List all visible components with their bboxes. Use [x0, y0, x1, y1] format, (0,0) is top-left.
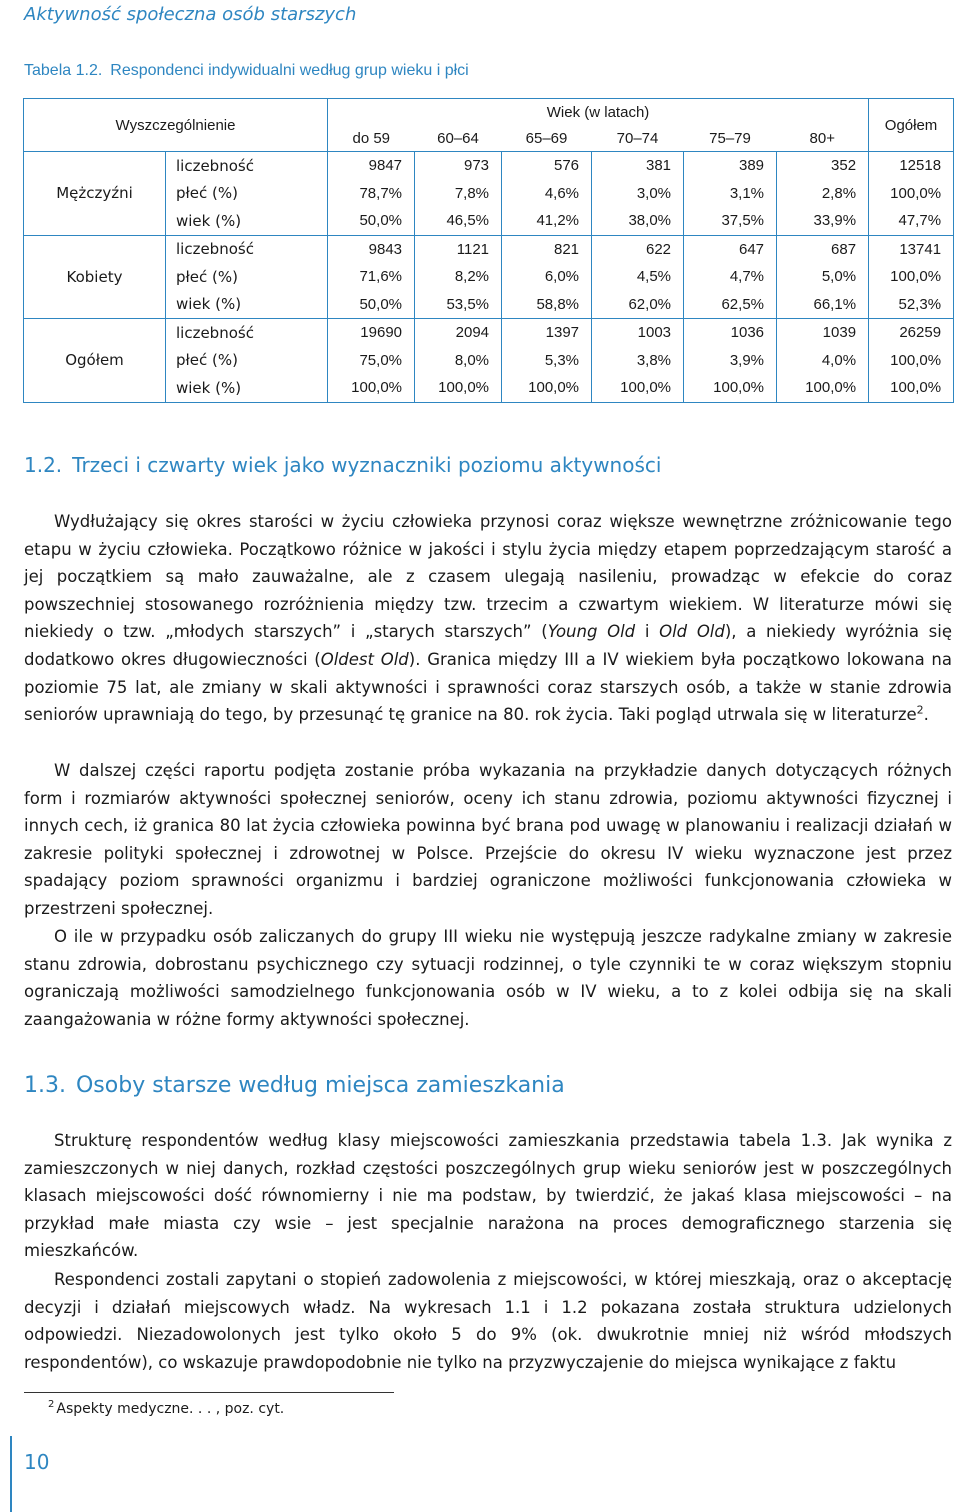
- cell: 100,0%: [415, 374, 502, 402]
- cell: 53,5%: [415, 291, 502, 319]
- cell: 100,0%: [869, 180, 954, 208]
- cell: 13741: [869, 235, 954, 263]
- cell: 66,1%: [777, 291, 869, 319]
- group-label-men: Mężczyźni: [24, 152, 166, 236]
- table-row: [24, 152, 954, 180]
- term-old-old: Old Old: [659, 622, 725, 642]
- cell: 3,8%: [592, 347, 684, 375]
- footnote-text: Aspekty medyczne. . . , poz. cyt.: [56, 1401, 285, 1417]
- cell: 576: [502, 152, 592, 180]
- group-label-women: Kobiety: [24, 235, 166, 319]
- text-run: .: [923, 705, 929, 725]
- cell: 4,0%: [777, 347, 869, 375]
- cell: 3,1%: [684, 180, 777, 208]
- cell: 4,6%: [502, 180, 592, 208]
- cell: 7,8%: [415, 180, 502, 208]
- cell: 4,7%: [684, 263, 777, 291]
- header-age-group: Wiek (w latach): [328, 99, 869, 126]
- table-caption: [24, 62, 469, 80]
- paragraph: O ile w przypadku osób zaliczanych do grupy III wieku nie występują jeszcze radykalne zmiany w zakresie stanu zdrowia, dobrostanu psychicznego czy sytuacji rodzinnej, o tyle czynniki te w coraz większym stopniu ograniczają możliwości samodzielnego funkcjonowania osób w IV wieku, a to z kolei odbija się na skali zaangażowania w różne formy aktywności społecznej.: [24, 927, 952, 1029]
- cell: 1121: [415, 235, 502, 263]
- cell: 1039: [777, 319, 869, 347]
- row-label: wiek (%): [166, 207, 328, 235]
- cell: 62,0%: [592, 291, 684, 319]
- cell: 687: [777, 235, 869, 263]
- section-number: 1.2.: [24, 453, 63, 477]
- table-row: [24, 319, 954, 347]
- footnote-rule: [24, 1392, 394, 1393]
- text-run: Wydłużający się okres starości w życiu człowieka przynosi coraz większe wewnętrzne zróżnicowanie tego etapu w życiu człowieka. Początkowo różnice w jakości i stylu życia między etapem poprzedzającym starość a jej początkiem są mało zauważalne, ale z czasem ulegają nasileniu, prowadząc w efekcie do coraz powszechniej stosowanego rozróżnienia między tzw. trzecim a czwartym wiekiem. W literaturze mówi się niekiedy o tzw. „młodych starszych” i „starych starszych” (: [24, 512, 952, 642]
- cell: 38,0%: [592, 207, 684, 235]
- cell: 3,9%: [684, 347, 777, 375]
- cell: 52,3%: [869, 291, 954, 319]
- term-young-old: Young Old: [547, 622, 636, 642]
- row-label: liczebność: [166, 235, 328, 263]
- cell: 821: [502, 235, 592, 263]
- cell: 647: [684, 235, 777, 263]
- cell: 5,0%: [777, 263, 869, 291]
- paragraph: [24, 508, 952, 729]
- paragraph: Strukturę respondentów według klasy miejscowości zamieszkania przedstawia tabela 1.3. Jak wynika z zamieszczonych w niej danych, rozkład częstości poszczególnych grup wieku seniorów jest w poszczególnych klasach miejscowości dość równomierny i nie ma podstaw, by twierdzić, że jakaś klasa miejscowości – na przykład małe miasta czy wsie – jest specjalnie narażona na proces demograficznego starzenia się mieszkańców.: [24, 1131, 952, 1261]
- respondents-table: [23, 98, 954, 403]
- text-run: ). Granica między III a IV wiekiem była początkowo lokowana na poziomie 75 lat, ale zmiany w skali aktywności i sprawności coraz starszych osób, a także w stanie zdrowia seniorów uprawniają do tego, by przesunąć tę granice na 80. rok życia. Taki pogląd utrwala się w literaturze: [24, 649, 952, 725]
- cell: 100,0%: [869, 263, 954, 291]
- header-age-0: do 59: [328, 125, 415, 152]
- page-number: 10: [24, 1450, 50, 1474]
- cell: 12518: [869, 152, 954, 180]
- header-age-2: 65–69: [502, 125, 592, 152]
- cell: 9843: [328, 235, 415, 263]
- cell: 3,0%: [592, 180, 684, 208]
- row-label: płeć (%): [166, 263, 328, 291]
- footnote-ref: 2: [916, 703, 924, 717]
- cell: 6,0%: [502, 263, 592, 291]
- row-label: płeć (%): [166, 180, 328, 208]
- section-heading-1-2: [24, 453, 661, 477]
- cell: 50,0%: [328, 207, 415, 235]
- header-total: Ogółem: [869, 99, 954, 152]
- table-caption-label: Tabela 1.2.: [24, 62, 103, 79]
- cell: 100,0%: [684, 374, 777, 402]
- cell: 58,8%: [502, 291, 592, 319]
- group-label-total: Ogółem: [24, 319, 166, 403]
- header-spec: Wyszczególnienie: [24, 99, 328, 152]
- cell: 71,6%: [328, 263, 415, 291]
- footnote: [48, 1401, 284, 1417]
- cell: 2,8%: [777, 180, 869, 208]
- cell: 381: [592, 152, 684, 180]
- paragraph: W dalszej części raportu podjęta zostanie próba wykazania na przykładzie danych dotyczących różnych form i rozmiarów aktywności społecznej seniorów, oceny ich stanu zdrowia, poziomu aktywności fizycznej i innych cech, iż granica 80 lat życia człowieka powinna być brana pod uwagę w planowaniu i realizacji działań w zakresie polityki społecznej i zdrowotnej w Polsce. Przejście do okresu IV wieku wyznaczone jest przez spadający poziom sprawności organizmu i bardziej ograniczone możliwości funkcjonowania człowieka w przestrzeni społecznej.: [24, 761, 952, 918]
- cell: 33,9%: [777, 207, 869, 235]
- cell: 46,5%: [415, 207, 502, 235]
- cell: 100,0%: [777, 374, 869, 402]
- table-row: [24, 235, 954, 263]
- cell: 352: [777, 152, 869, 180]
- row-label: wiek (%): [166, 291, 328, 319]
- row-label: wiek (%): [166, 374, 328, 402]
- cell: 1003: [592, 319, 684, 347]
- cell: 100,0%: [592, 374, 684, 402]
- paragraph: Respondenci zostali zapytani o stopień zadowolenia z miejscowości, w której mieszkają, oraz o akceptację decyzji i działań miejscowych władz. Na wykresach 1.1 i 1.2 pokazana została struktura udzielonych odpowiedzi. Niezadowolonych jest tylko około 5 do 9% (ok. dwukrotnie mniej niż wśród młodszych respondentów), co wskazuje prawdopodobnie nie tylko na przyzwyczajenie do miejsca wynikające z faktu: [24, 1270, 952, 1372]
- cell: 50,0%: [328, 291, 415, 319]
- header-age-5: 80+: [777, 125, 869, 152]
- section-title: Osoby starsze według miejsca zamieszkania: [75, 1073, 565, 1098]
- row-label: liczebność: [166, 319, 328, 347]
- cell: 26259: [869, 319, 954, 347]
- cell: 8,2%: [415, 263, 502, 291]
- cell: 622: [592, 235, 684, 263]
- footnote-mark: 2: [48, 1399, 55, 1411]
- cell: 973: [415, 152, 502, 180]
- page-bar: [10, 1436, 12, 1512]
- header-age-3: 70–74: [592, 125, 684, 152]
- cell: 19690: [328, 319, 415, 347]
- cell: 100,0%: [502, 374, 592, 402]
- cell: 4,5%: [592, 263, 684, 291]
- header-age-1: 60–64: [415, 125, 502, 152]
- cell: 100,0%: [869, 374, 954, 402]
- cell: 389: [684, 152, 777, 180]
- cell: 5,3%: [502, 347, 592, 375]
- cell: 1036: [684, 319, 777, 347]
- cell: 75,0%: [328, 347, 415, 375]
- cell: 37,5%: [684, 207, 777, 235]
- cell: 100,0%: [869, 347, 954, 375]
- cell: 8,0%: [415, 347, 502, 375]
- cell: 100,0%: [328, 374, 415, 402]
- text-run: ), a niekiedy wyróżnia się dodatkowo okres długowieczności (: [24, 622, 952, 669]
- row-label: liczebność: [166, 152, 328, 180]
- cell: 1397: [502, 319, 592, 347]
- section-heading-1-3: [24, 1073, 565, 1098]
- text-run: i: [635, 622, 660, 642]
- cell: 47,7%: [869, 207, 954, 235]
- term-oldest-old: Oldest Old: [320, 649, 409, 669]
- section-number: 1.3.: [24, 1073, 66, 1098]
- cell: 78,7%: [328, 180, 415, 208]
- cell: 9847: [328, 152, 415, 180]
- section-title: Trzeci i czwarty wiek jako wyznaczniki poziomu aktywności: [72, 453, 662, 477]
- cell: 62,5%: [684, 291, 777, 319]
- cell: 41,2%: [502, 207, 592, 235]
- row-label: płeć (%): [166, 347, 328, 375]
- cell: 2094: [415, 319, 502, 347]
- table-caption-text: Respondenci indywidualni według grup wieku i płci: [110, 62, 469, 79]
- header-age-4: 75–79: [684, 125, 777, 152]
- running-head: Aktywność społeczna osób starszych: [24, 4, 357, 25]
